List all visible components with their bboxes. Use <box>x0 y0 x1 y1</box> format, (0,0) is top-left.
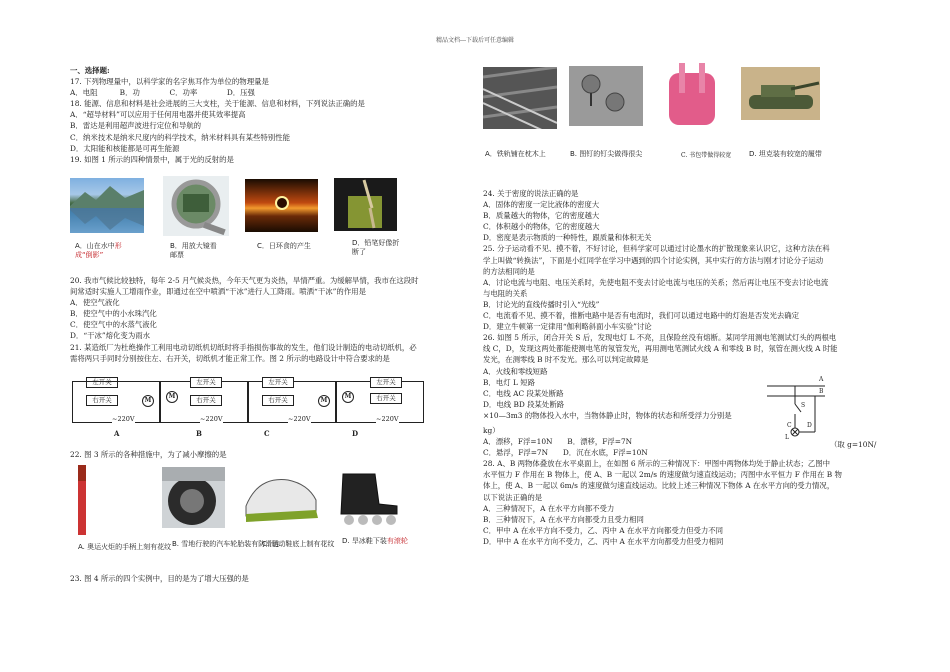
fig3-caption-b: B. 雪地行驶的汽车轮胎装有防滑链 <box>172 540 280 548</box>
snow-chain-tire-image <box>162 467 225 528</box>
question-line: 19. 如图 1 所示的四种情景中，属于光的反射的是 <box>70 154 234 164</box>
fig4-caption-c: C. 书包带做得较宽 <box>681 152 732 159</box>
question-line: A．固体的密度一定比液体的密度大 <box>483 200 600 210</box>
fig4-caption-b: B. 图钉的钉尖做得很尖 <box>570 150 643 158</box>
left-column-2 <box>70 275 470 364</box>
question-line: 25. 分子运动看不见、摸不着，不好讨论，但科学家可以通过讨论墨水的扩散现象来认识它，这种方法在科 <box>483 244 830 254</box>
caption-text: 形 <box>114 242 122 250</box>
caption-text: 有滚轮 <box>386 537 408 545</box>
fig1-caption-b <box>170 242 217 260</box>
torch-handle-image <box>72 465 92 535</box>
lamp-label: L <box>785 434 789 441</box>
question-line: C．悬浮，F浮=7N D．沉在水底，F浮=10N <box>483 448 648 458</box>
voltage-label: ~220V <box>112 415 135 423</box>
question-line: A．漂移，F浮=10N B．漂移，F浮=7N <box>483 437 633 447</box>
circuit-diagram-a <box>72 377 160 427</box>
right-switch: 右开关 <box>370 393 402 404</box>
section-title: 一、选择题: <box>70 66 110 75</box>
question-line: C．体积越小的物体，它的密度越大 <box>483 222 600 232</box>
question-line: D．密度是表示物质的一种特性，跟质量和体积无关 <box>483 233 652 243</box>
question-line: ×10—3m3 的物体投入水中，当物体静止时，物体的状态和所受浮力分别是 <box>483 410 732 420</box>
point-label-c: C <box>787 422 792 429</box>
caption-text: A．山在水中 <box>75 242 115 250</box>
right-switch: 右开关 <box>190 395 222 406</box>
left-switch: 左开关 <box>262 377 294 388</box>
circuit-diagram-c <box>248 377 336 427</box>
fig3-caption-d <box>342 537 408 546</box>
left-column-4 <box>70 573 470 584</box>
left-switch: 左开关 <box>370 377 402 388</box>
question-line: 学上叫做“转换法”，下面是小红同学在学习中遇到的四个讨论实例，其中实行的方法与刚才讨论分子运动 <box>483 255 824 265</box>
left-switch: 左开关 <box>190 377 222 388</box>
question-line: 线 C，D，发现这两处都能使测电笔的氖管发光，再用测电笔测试火线 A 和零线 B 时，氖管在测火线 A 时能 <box>483 344 838 354</box>
voltage-label: ~220V <box>200 415 223 423</box>
fig1-caption-a <box>75 242 122 260</box>
switch-label: S <box>801 402 806 409</box>
voltage-label: ~220V <box>288 415 311 423</box>
caption-text: 邮票 <box>170 251 184 259</box>
wire-label-b: B <box>819 388 824 395</box>
motor-icon: M <box>142 395 154 407</box>
circuit-label-d: D <box>352 429 359 438</box>
railway-sleepers-image <box>483 67 557 129</box>
question-line: A．“超导材料”可以应用于任何用电器并使其效率提高 <box>70 110 246 120</box>
question-line: 24. 关于密度的说法正确的是 <box>483 189 579 198</box>
question-line: kg） <box>483 425 500 435</box>
caption-text: 成“倒影” <box>75 251 104 259</box>
thumbtacks-image <box>569 66 643 126</box>
question-line: D．电线 BD 段某处断路 <box>483 399 565 409</box>
right-column <box>483 188 881 547</box>
question-line: D．“干冰”熔化变为雨水 <box>70 331 150 341</box>
fig4-caption-a: A．铁轨铺在枕木上 <box>485 150 546 158</box>
question-line: 23. 图 4 所示的四个实例中，目的是为了增大压强的是 <box>70 574 249 583</box>
question-line: 26. 如图 5 所示，闭合开关 S 后，发现电灯 L 不亮，且保险丝没有熔断。某同学用测电笔测试灯头的两根电 <box>483 333 837 343</box>
voltage-label: ~220V <box>376 415 399 423</box>
question-line: 水平恒力 F 作用在 B 物体上，使 A、B 一起以 2m/s 的速度做匀速直线运动；丙图中水平恒力 F 作用在 B 物 <box>483 470 842 480</box>
question-line: C．电线 AC 段某处断路 <box>483 388 564 398</box>
left-column <box>70 65 470 165</box>
question-line: 间常适时实施人工增雨作业，即通过在空中喷洒“干冰”进行人工降雨。喷洒“干冰”的作用是 <box>70 287 366 297</box>
question-line: C．使空气中的水蒸气液化 <box>70 320 157 330</box>
circuit-diagram-d <box>336 377 426 427</box>
question-line: C．甲中 A 在水平方向不受力，乙、丙中 A 在水平方向都受力但受力不同 <box>483 525 724 535</box>
fig4-caption-d: D. 坦克装有较宽的履带 <box>749 150 822 158</box>
caption-text: C．日环食的产生 <box>257 242 311 250</box>
question-line: 发光，在测零线 B 时不发光。那么可以判定故障是 <box>483 355 649 365</box>
fig5-circuit-diagram <box>765 378 827 442</box>
question-line: A．使空气液化 <box>70 298 120 308</box>
magnifier-stamp-image <box>163 176 229 236</box>
question-line: 21. 某造纸厂为杜绝操作工利用电动切纸机切纸时将手指损伤事故的发生，他们设计制造的电动切纸机，必 <box>70 342 417 352</box>
fig1-caption-d <box>352 239 399 257</box>
roller-skate-image <box>331 466 404 530</box>
fig1-caption-c <box>257 242 311 251</box>
question-line: B．三种情况下，A 在水平方向都受力且受力相同 <box>483 514 644 524</box>
running-shoe-image <box>238 466 322 530</box>
question-line: 以下说法正确的是 <box>483 492 543 502</box>
question-line: 18. 能源、信息和材料是社会进展的三大支柱，关于能源、信息和材料，下列说法正确的是 <box>70 99 365 109</box>
right-switch: 右开关 <box>86 395 118 406</box>
solar-eclipse-image <box>245 179 318 232</box>
question-line: B．电灯 L 短路 <box>483 377 535 387</box>
q27-g-note: （取 g=10N/ <box>830 440 877 449</box>
tank-image <box>741 67 820 120</box>
circuit-label-a: A <box>114 429 120 438</box>
page-header: 精品文档---下载后可任意编辑 <box>435 37 515 44</box>
point-label-d: D <box>807 422 812 429</box>
question-line: A．电阻 B．功 C．功率 D．压强 <box>70 88 255 98</box>
fig3-caption-c: C. 运动鞋底上制有花纹 <box>262 540 335 548</box>
caption-text: D．铅笔好像折 <box>352 239 400 247</box>
question-line: B．质量越大的物体，它的密度越大 <box>483 211 600 221</box>
wire-label-a: A <box>819 376 824 383</box>
motor-icon: M <box>318 395 330 407</box>
question-line: 的方法相同的是 <box>483 266 535 276</box>
schoolbag-image <box>655 63 729 127</box>
circuit-label-b: B <box>196 429 202 438</box>
question-line: 17. 下列物理量中，以科学家的名字焦耳作为单位的物理量是 <box>70 77 269 87</box>
question-line: C．电流看不见、摸不着，推断电路中是否有电流时，我们可以通过电路中的灯泡是否发光去确定 <box>483 311 800 321</box>
question-line: A．讨论电流与电阻、电压关系时，先使电阻不变去讨论电流与电压的关系；然后再让电压不变去讨论电流 <box>483 277 829 287</box>
question-line: D．甲中 A 在水平方向不受力，乙、丙中 A 在水平方向都受力但受力相同 <box>483 536 724 546</box>
fig3-caption-a: A. 奥运火炬的手柄上刻有花纹 <box>78 543 172 551</box>
question-line: B．使空气中的小水珠汽化 <box>70 309 157 319</box>
question-line: 28. A、B 两物体叠放在水平桌面上，在如图 6 所示的三种情况下：甲图中两物体均处于静止状态；乙图中 <box>483 459 831 469</box>
question-line: 20. 我市气候比较独特，每年 2-5 月气候炎热，今年天气更为炎热，旱情严重。为缓解旱情，我市在这段时 <box>70 276 419 285</box>
motor-icon: M <box>166 391 178 403</box>
left-column-3 <box>70 449 470 460</box>
circuit-label-c: C <box>264 429 270 438</box>
mountain-reflection-image <box>70 178 144 233</box>
motor-icon: M <box>342 391 354 403</box>
question-line: B．讨论光的直线传播时引入“光线” <box>483 299 600 309</box>
question-line: C．纳米技术是纳米尺度内的科学技术，纳米材料具有某些特别性能 <box>70 132 290 142</box>
caption-text: D. 旱冰鞋下装 <box>342 537 387 545</box>
question-line: 需将两只手同时分别按住左、右开关，切纸机才能正常工作。图 2 所示的电路设计中符合要求的是 <box>70 353 390 363</box>
question-line: D．建立牛顿第一定律用“伽利略斜面小车实验”讨论 <box>483 322 652 332</box>
left-switch: 左开关 <box>86 377 118 388</box>
question-line: 22. 图 3 所示的各种措施中，为了减小摩擦的是 <box>70 450 227 459</box>
question-line: 与电阻的关系 <box>483 288 528 298</box>
caption-text: 断了 <box>352 248 366 256</box>
right-switch: 右开关 <box>262 395 294 406</box>
question-line: 体上，使 A、B 一起以 6m/s 的速度做匀速直线运动。比较上述三种情况下物体 A 在水平方向的受力情况， <box>483 481 835 491</box>
caption-text: B．用放大镜看 <box>170 242 217 250</box>
circuit-diagram-b <box>160 377 248 427</box>
question-line: A．火线和零线短路 <box>483 366 548 376</box>
question-line: A．三种情况下，A 在水平方向都不受力 <box>483 503 615 513</box>
pencil-in-water-image <box>334 178 397 231</box>
question-line: D．太阳能和核能都是可再生能源 <box>70 143 180 153</box>
question-line: B．雷达是利用超声波进行定位和导航的 <box>70 121 202 131</box>
